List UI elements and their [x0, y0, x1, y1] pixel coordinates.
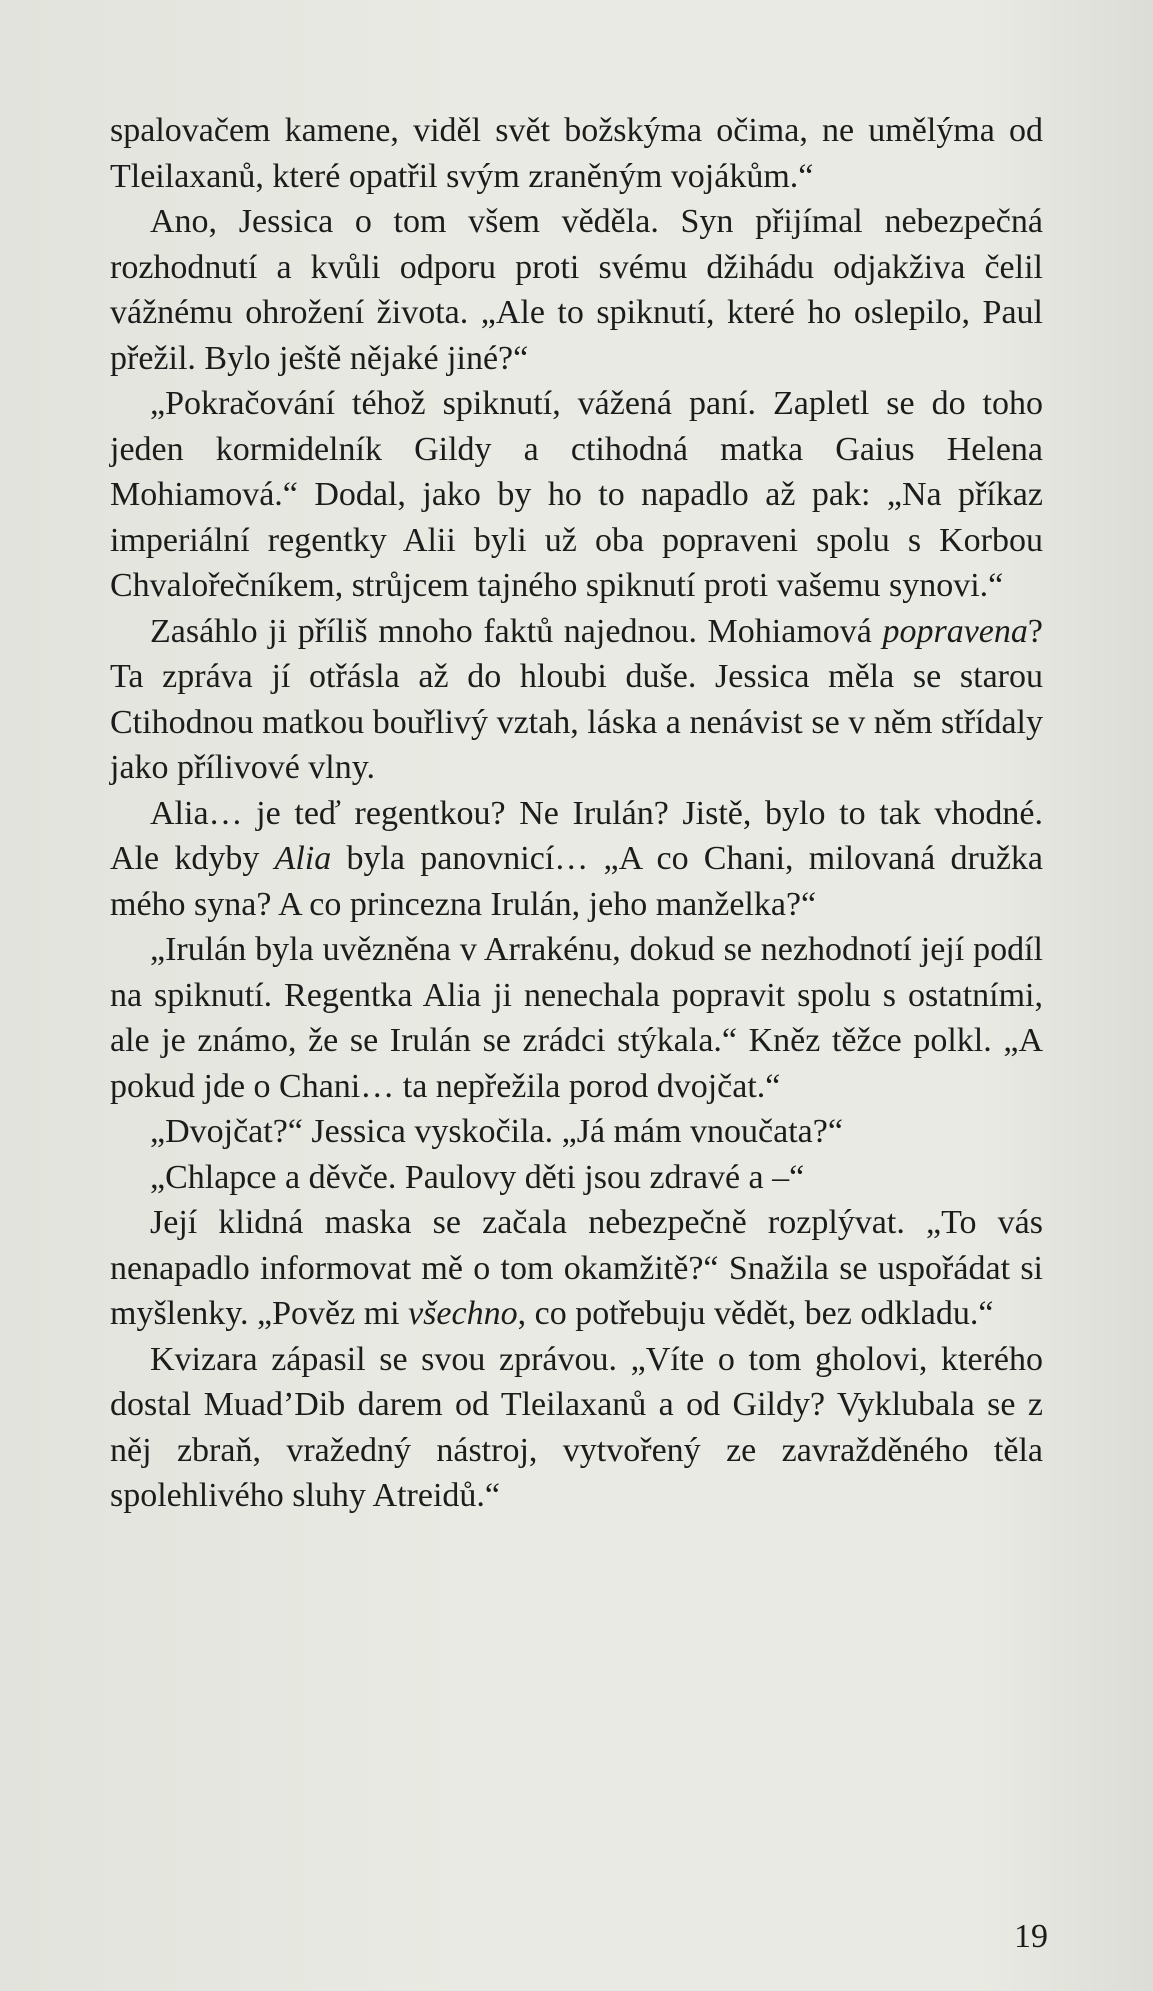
paragraph-8: „Chlapce a děvče. Paulovy děti jsou zdravé a –“: [150, 1158, 805, 1196]
body-text: [110, 108, 1043, 1519]
paragraph-1: spalovačem kamene, viděl svět božskýma očima, ne umělýma od Tleilaxanů, které opatřil svým zraněným vojákům.“: [110, 112, 1043, 195]
emphasis-alia: Alia: [274, 840, 332, 877]
paragraph-10: Kvizara zápasil se svou zprávou. „Víte o tom gholovi, kterého dostal Muad’Dib darem od Tleilaxanů a od Gildy? Vyklubala se z něj zbraň, vražedný nástroj, vytvořený ze zavražděného těla spolehlivého sluhy Atreidů.“: [110, 1340, 1043, 1514]
paragraph-6: „Irulán byla uvězněna v Arrakénu, dokud se nezhodnotí její podíl na spiknutí. Regentka Alia ji nenechala popravit spolu s ostatními, ale je známo, že se Irulán se zrádci stýkala.“ Kněz těžce polkl. „A pokud jde o Chani… ta nepřežila porod dvojčat.“: [110, 931, 1043, 1105]
paragraph-7: „Dvojčat?“ Jessica vyskočila. „Já mám vnoučata?“: [150, 1113, 843, 1150]
paragraph-4: Zasáhlo ji příliš mnoho faktů najednou. Mohiamová popravena? Ta zpráva jí otřásla až do hloubi duše. Jessica měla se starou Ctihodnou matkou bouřlivý vztah, láska a nenávist se v něm střídaly jako přílivové vlny.: [110, 612, 1043, 786]
paragraph-3: „Pokračování téhož spiknutí, vážená paní. Zapletl se do toho jeden kormidelník Gildy a ctihodná matka Gaius Helena Mohiamová.“ Dodal, jako by ho to napadlo až pak: „Na příkaz imperiální regentky Alii byli už oba popraveni spolu s Korbou Chvalořečníkem, strůjcem tajného spiknutí proti vašemu synovi.“: [110, 385, 1043, 604]
emphasis-popravena: popravena: [882, 612, 1028, 650]
paragraph-5: Alia… je teď regentkou? Ne Irulán? Jistě, bylo to tak vhodné. Ale kdyby Alia byla panovnicí… „A co Chani, milovaná družka mého syna? A co princezna Irulán, jeho manželka?“: [110, 794, 1043, 923]
page-number: 19: [1014, 1918, 1048, 1955]
paragraph-9: Její klidná maska se začala nebezpečně rozplývat. „To vás nenapadlo informovat mě o tom okamžitě?“ Snažila se uspořádat si myšlenky. „Pověz mi všechno, co potřebuju vědět, bez odkladu.“: [110, 1204, 1043, 1332]
emphasis-vsechno: všechno: [408, 1295, 518, 1332]
paragraph-2: Ano, Jessica o tom všem věděla. Syn přijímal nebezpečná rozhodnutí a kvůli odporu proti svému džihádu odjakživa čelil vážnému ohrožení života. „Ale to spiknutí, které ho oslepilo, Paul přežil. Bylo ještě nějaké jiné?“: [110, 203, 1043, 377]
